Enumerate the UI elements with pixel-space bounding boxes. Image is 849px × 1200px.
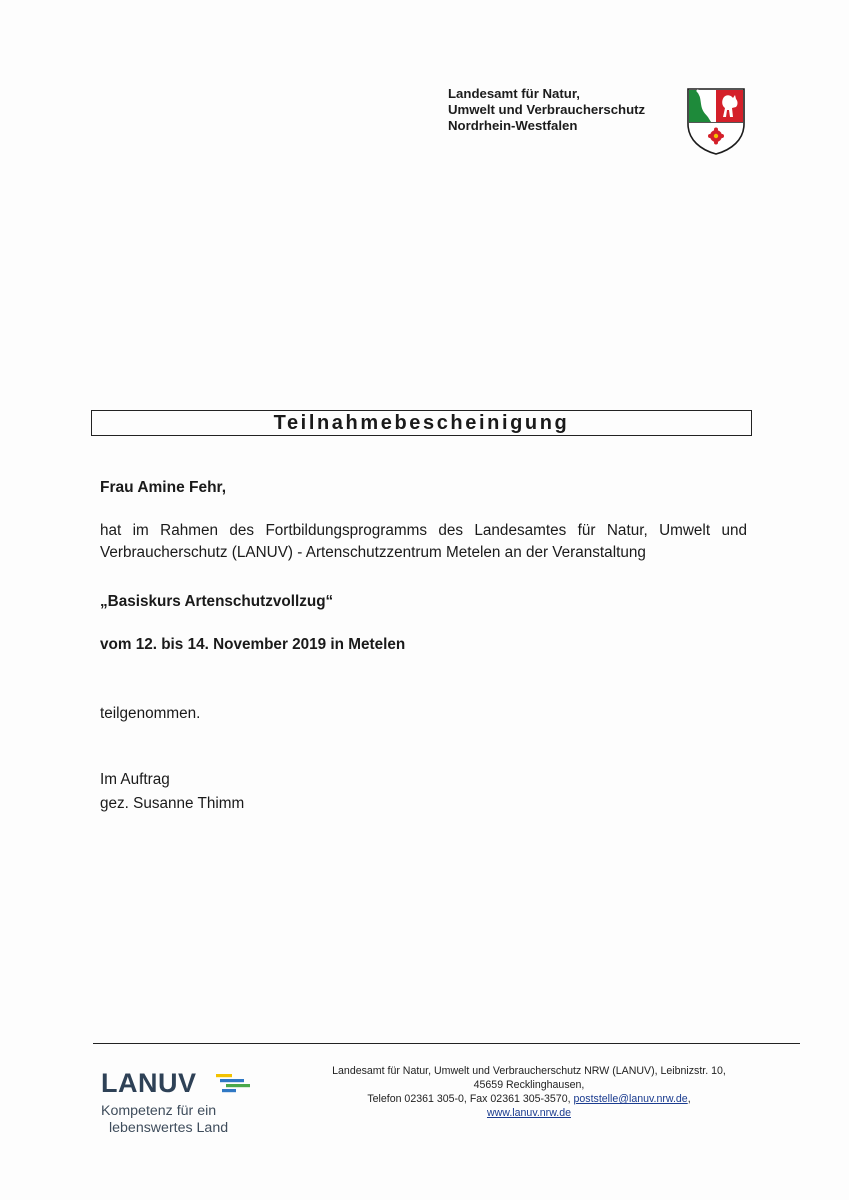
address-line-2: 45659 Recklinghausen, [473, 1079, 585, 1091]
org-header [448, 86, 645, 134]
lanuv-logo [101, 1068, 261, 1138]
website-line [300, 1106, 758, 1120]
footer-divider [93, 1043, 800, 1044]
website-link[interactable]: www.lanuv.nrw.de [486, 1107, 571, 1119]
org-line-1: Landesamt für Natur, [448, 86, 580, 101]
lanuv-tagline-2: lebenswertes Land [109, 1120, 229, 1136]
email-link[interactable]: poststelle@lanuv.nrw.de [573, 1093, 688, 1105]
participated-text: teilgenommen. [100, 705, 201, 722]
footer-address [300, 1064, 758, 1120]
signature-name: gez. Susanne Thimm [100, 795, 245, 812]
document-title: Teilnahmebescheinigung [273, 412, 570, 434]
lanuv-stripes-icon [216, 1074, 256, 1094]
lanuv-tagline-1: Kompetenz für ein [101, 1103, 217, 1119]
nrw-coat-of-arms-icon [685, 86, 747, 156]
org-line-3: Nordrhein-Westfalen [448, 118, 578, 133]
body-paragraph: hat im Rahmen des Fortbildungsprogramms des Landesamtes für Natur, Umwelt und Verbraucherschutz (LANUV) - Artenschutzzentrum Metelen an der Veranstaltung [100, 522, 747, 561]
contact-line [300, 1092, 758, 1106]
recipient-name: Frau Amine Fehr, [100, 479, 227, 496]
signature-on-behalf: Im Auftrag [100, 771, 170, 788]
lanuv-wordmark: LANUV [101, 1068, 197, 1098]
address-line-1: Landesamt für Natur, Umwelt und Verbraucherschutz NRW (LANUV), Leibnizstr. 10, [332, 1065, 726, 1077]
phone-fax: Telefon 02361 305-0, Fax 02361 305-3570, [367, 1093, 571, 1105]
course-dates: vom 12. bis 14. November 2019 in Metelen [100, 636, 406, 653]
title-box [91, 410, 752, 436]
course-title: „Basiskurs Artenschutzvollzug“ [100, 593, 334, 610]
email-suffix: , [687, 1093, 691, 1105]
org-line-2: Umwelt und Verbraucherschutz [448, 102, 646, 117]
